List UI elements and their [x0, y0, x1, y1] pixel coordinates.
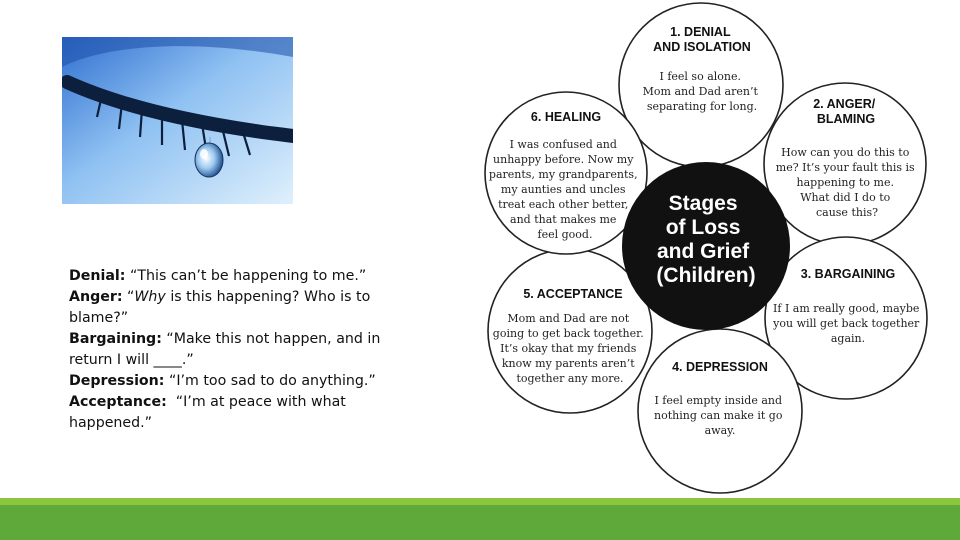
- healing-body-line-3: parents, my grandparents,: [488, 168, 638, 181]
- acceptance-title: [523, 287, 622, 301]
- acceptance-body-line-3: It’s okay that my friends: [500, 342, 637, 355]
- acceptance-body-line-5: together any more.: [516, 372, 624, 385]
- anger-term: Anger:: [69, 289, 123, 305]
- anger-title: [813, 97, 879, 126]
- depression-title: [672, 360, 768, 374]
- bargaining-line: [69, 329, 399, 371]
- depression-body-line-2: nothing can make it go: [654, 409, 783, 422]
- denial-term: Denial:: [69, 268, 126, 284]
- bargaining-title-line-1: 3. BARGAINING: [800, 267, 896, 281]
- denial-body-line-2: Mom and Dad aren’t: [642, 85, 758, 98]
- center-title: [656, 192, 755, 287]
- healing-body-line-7: feel good.: [537, 228, 593, 241]
- footer-accent-stripe: [0, 498, 960, 505]
- acceptance-title-line-1: 5. ACCEPTANCE: [523, 287, 623, 301]
- acceptance-body-line-2: going to get back together.: [492, 327, 644, 340]
- footer-bar: [0, 505, 960, 540]
- anger-body-line-2: me? It’s your fault this is: [775, 161, 915, 174]
- anger-quote-rest: is this happening? Who is to blame?”: [69, 289, 371, 326]
- anger-title-line-1: 2. ANGER/: [813, 97, 876, 111]
- healing-body-line-5: treat each other better,: [498, 198, 629, 211]
- bargaining-title: [801, 267, 895, 281]
- stages-summary-text: [69, 266, 399, 434]
- acceptance-line: [69, 392, 399, 434]
- anger-quote-emphasis: Why: [134, 289, 166, 305]
- bargaining-quote: “Make this not happen, and in return I will ____.”: [69, 331, 381, 368]
- healing-body: [489, 138, 641, 241]
- center-line-4: (Children): [656, 264, 756, 287]
- center-line-1: Stages: [668, 192, 738, 215]
- denial-body: [643, 70, 762, 113]
- healing-body-line-4: my aunties and uncles: [500, 183, 626, 196]
- bargaining-body-line-2: you will get back together: [773, 317, 920, 330]
- healing-title-line-1: 6. HEALING: [530, 110, 602, 124]
- denial-body-line-3: separating for long.: [646, 100, 758, 113]
- center-line-3: and Grief: [656, 240, 750, 263]
- crying-eye-image: [62, 37, 293, 204]
- depression-line: [69, 371, 399, 392]
- depression-term: Depression:: [69, 373, 165, 389]
- healing-body-line-1: I was confused and: [509, 138, 617, 151]
- anger-body-line-1: How can you do this to: [781, 146, 910, 159]
- anger-body-line-5: cause this?: [815, 206, 879, 219]
- healing-body-line-6: and that makes me: [510, 213, 617, 226]
- anger-body-line-4: What did I do to: [800, 191, 891, 204]
- bargaining-body-line-3: again.: [830, 332, 866, 345]
- denial-body-line-1: I feel so alone.: [659, 70, 742, 83]
- center-line-2: of Loss: [665, 216, 741, 239]
- depression-body-line-3: away.: [704, 424, 736, 437]
- depression-quote: “I’m too sad to do anything.”: [164, 373, 376, 389]
- healing-title: [531, 110, 601, 124]
- acceptance-body-line-1: Mom and Dad are not: [507, 312, 630, 325]
- acceptance-term: Acceptance:: [69, 394, 167, 410]
- anger-body-line-3: happening to me.: [796, 176, 894, 189]
- anger-line: [69, 287, 399, 329]
- healing-body-line-2: unhappy before. Now my: [493, 153, 634, 166]
- denial-title-line-2: AND ISOLATION: [653, 40, 751, 54]
- bargaining-term: Bargaining:: [69, 331, 162, 347]
- bargaining-body-line-1: If I am really good, maybe: [773, 302, 920, 315]
- acceptance-body-line-4: know my parents aren’t: [501, 357, 635, 370]
- anger-title-line-2: BLAMING: [816, 112, 876, 126]
- depression-body-line-1: I feel empty inside and: [654, 394, 783, 407]
- denial-title-line-1: 1. DENIAL: [670, 25, 731, 39]
- acceptance-quote: “I’m at peace with what happened.”: [69, 394, 351, 431]
- anger-quote-open: “: [122, 289, 135, 305]
- grief-stages-diagram: [478, 0, 938, 500]
- denial-quote: “This can’t be happening to me.”: [125, 268, 367, 284]
- depression-title-line-1: 4. DEPRESSION: [672, 360, 768, 374]
- denial-line: [69, 266, 399, 287]
